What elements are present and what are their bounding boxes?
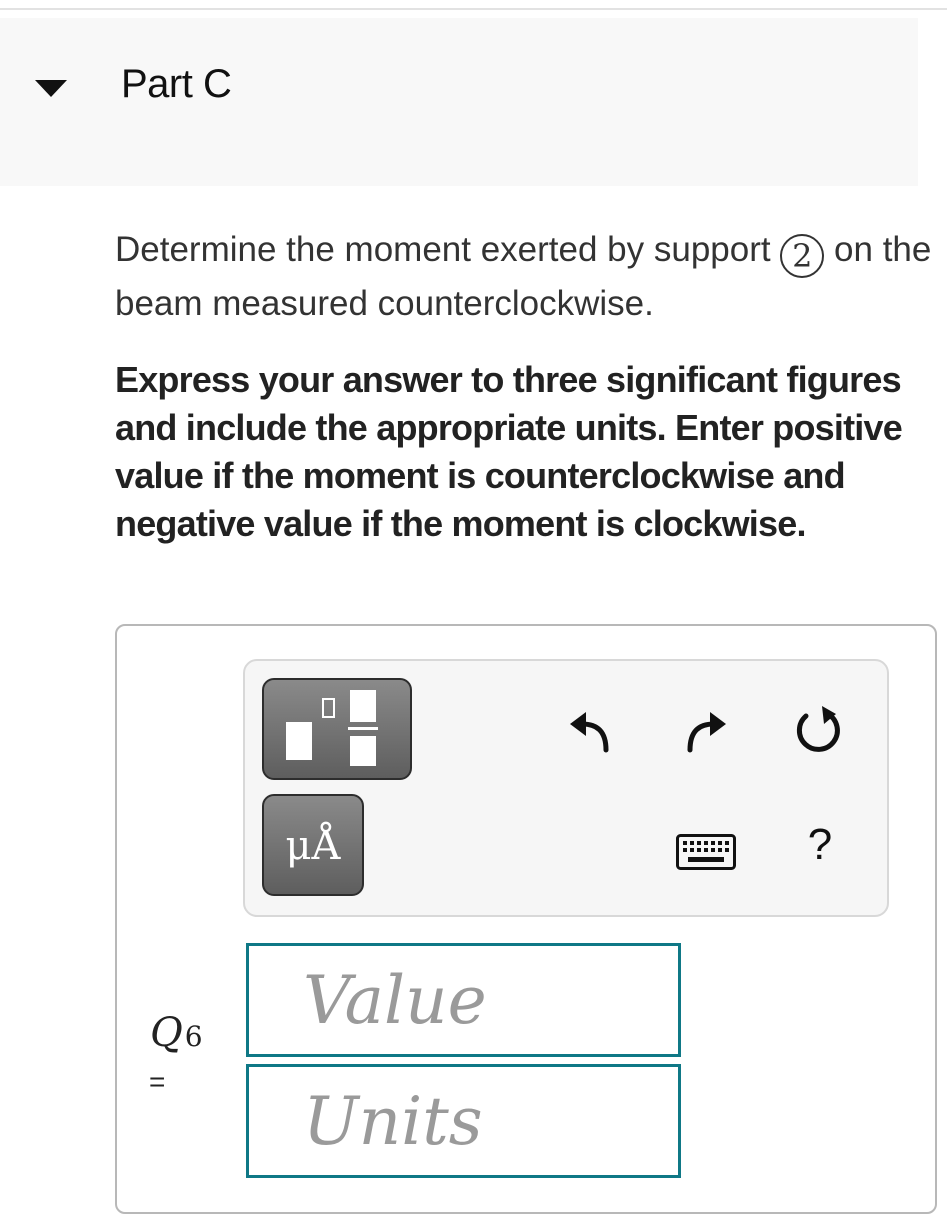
answer-variable xyxy=(150,1010,203,1056)
equals-sign: = xyxy=(149,1066,166,1097)
undo-icon[interactable] xyxy=(566,706,616,756)
value-input[interactable] xyxy=(246,943,681,1057)
question-text-before: Determine the moment exerted by support xyxy=(115,230,781,269)
answer-variable-letter: Q xyxy=(150,1010,183,1056)
units-button[interactable] xyxy=(262,794,364,896)
collapse-caret-icon[interactable] xyxy=(35,80,67,97)
templates-icon xyxy=(286,722,312,760)
templates-superscript-box xyxy=(322,698,335,718)
reset-icon[interactable] xyxy=(792,704,846,758)
top-divider xyxy=(0,8,947,10)
help-icon[interactable]: ? xyxy=(807,820,833,869)
redo-icon[interactable] xyxy=(680,706,730,756)
answer-variable-subscript: 6 xyxy=(184,1020,203,1053)
part-title: Part C xyxy=(121,62,232,106)
question-text xyxy=(115,224,935,330)
answer-instructions: Express your answer to three significant figures and include the appropriate units. Enter positive value if the moment is counterclockwise and negative value if the moment is clockwise. xyxy=(115,359,902,544)
question-text-after: on the beam measured counterclockwise. xyxy=(115,230,932,323)
units-button-label: μÅ xyxy=(285,823,341,869)
templates-numerator-box xyxy=(350,690,376,722)
keyboard-icon[interactable] xyxy=(676,834,736,870)
templates-button[interactable] xyxy=(262,678,412,780)
templates-denominator-box xyxy=(350,736,376,766)
units-input[interactable] xyxy=(246,1064,681,1178)
templates-fraction-bar xyxy=(348,727,378,730)
support-number-badge: 2 xyxy=(780,234,824,278)
